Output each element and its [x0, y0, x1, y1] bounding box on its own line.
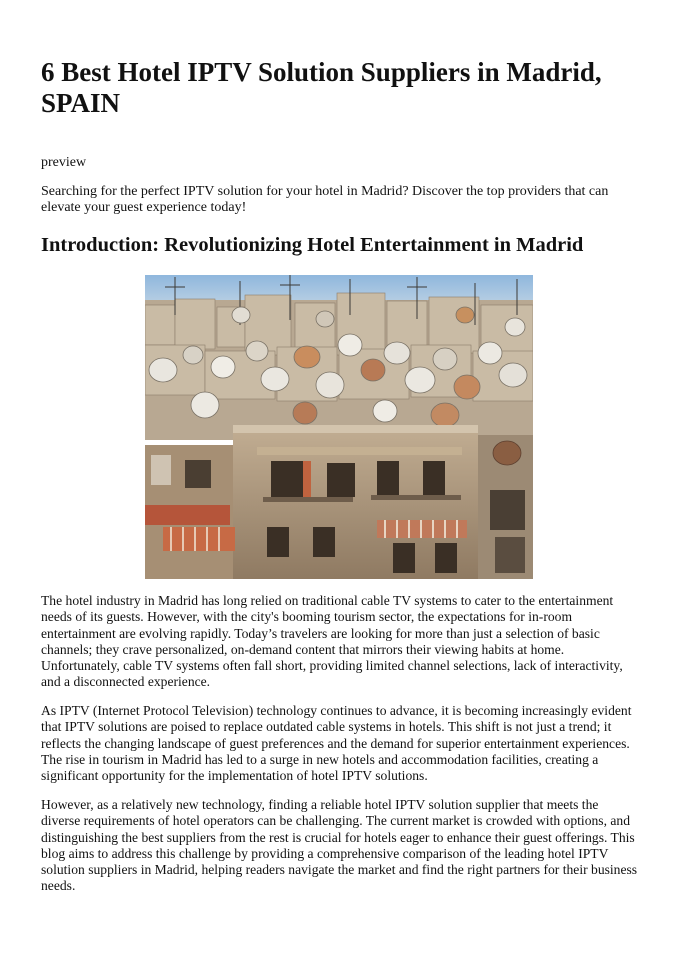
rooftop-satellite-dishes-photo [145, 275, 533, 579]
body-paragraph-3: However, as a relatively new technology, finding a reliable hotel IPTV solution supplier that meets the diverse requirements of hotel operators can be challenging. The current market is crowded with options, and distinguishing the best suppliers from the rest is crucial for hotels eager to enhance their guest offerings. This blog aims to address this challenge by providing a comprehensive comparison of the leading hotel IPTV solution suppliers in Madrid, helping readers navigate the market and find the right partners for their business needs. [41, 797, 638, 894]
article-title: 6 Best Hotel IPTV Solution Suppliers in Madrid, SPAIN [41, 57, 602, 118]
section-heading: Introduction: Revolutionizing Hotel Entertainment in Madrid [41, 234, 584, 256]
intro-paragraph: Searching for the perfect IPTV solution for your hotel in Madrid? Discover the top providers that can elevate your guest experience today! [41, 184, 609, 215]
body-paragraph-2: As IPTV (Internet Protocol Television) technology continues to advance, it is becoming increasingly evident that IPTV solutions are poised to replace outdated cable systems in hotels. This shift is not just a trend; it reflects the changing landscape of guest preferences and the demand for superior entertainment experiences. The rise in tourism in Madrid has led to a surge in new hotels and accommodation facilities, creating a significant opportunity for the implementation of hotel IPTV solutions. [41, 703, 632, 784]
body-paragraph-1: The hotel industry in Madrid has long relied on traditional cable TV systems to cater to the entertainment needs of its guests. However, with the city's booming tourism sector, the expectations for in-room entertainment are evolving rapidly. Today’s travelers are looking for more than just a selection of basic channels; they crave personalized, on-demand content that mirrors their viewing habits at home. Unfortunately, cable TV systems often fall short, providing limited channel selections, lack of interactivity, and a disconnected experience. [41, 593, 623, 690]
preview-label: preview [41, 155, 87, 170]
